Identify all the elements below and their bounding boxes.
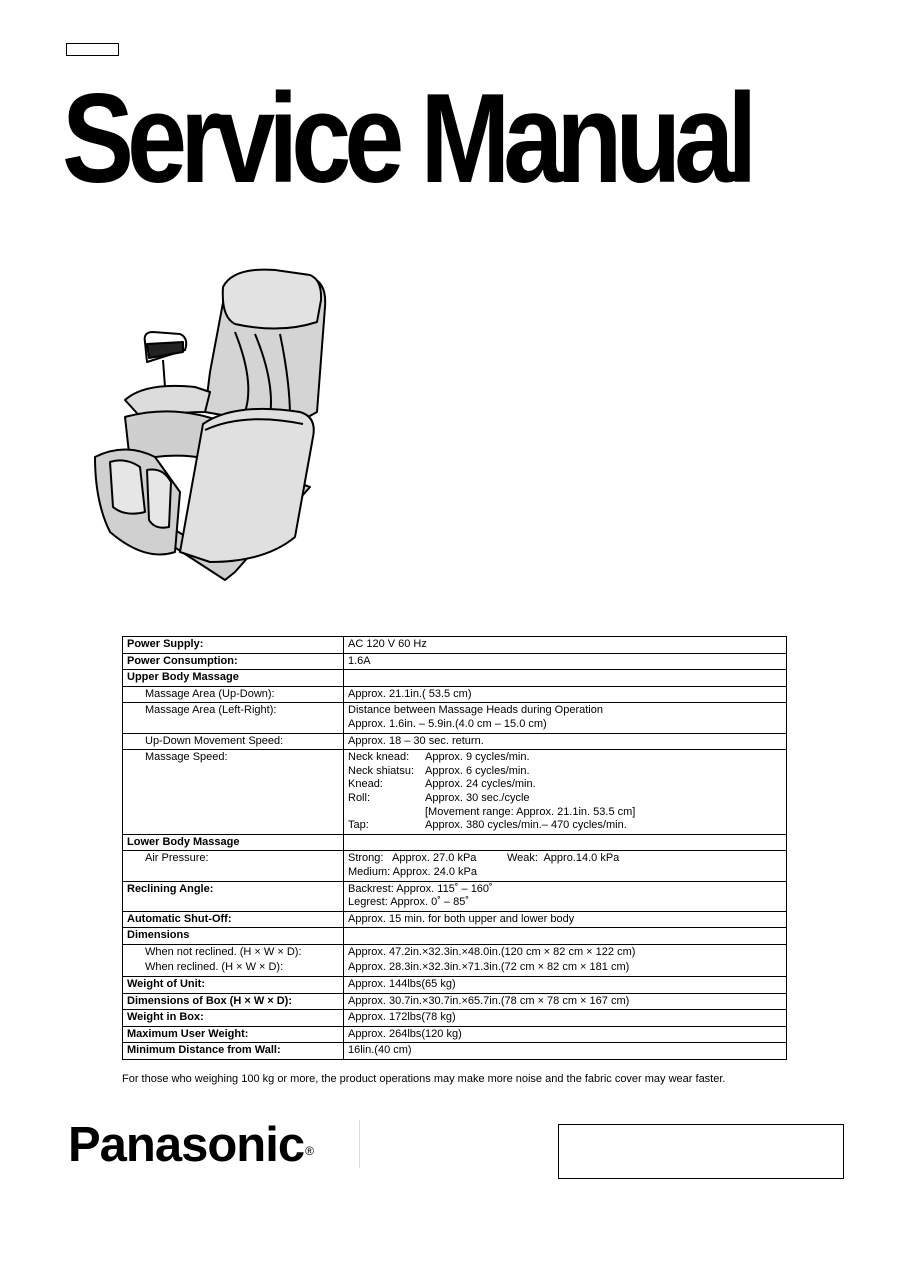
table-row (123, 851, 787, 881)
spec-value: Approx. 28.3in.×32.3in.×71.3in.(72 cm × 82 cm × 181 cm) (344, 960, 787, 976)
spec-label: Weight of Unit: (127, 978, 205, 991)
section-heading: Upper Body Massage (127, 671, 239, 684)
massage-chair-icon (85, 262, 335, 582)
table-row (123, 733, 787, 750)
spec-label: Massage Speed: (123, 750, 344, 835)
spec-value: Approx. 47.2in.×32.3in.×48.0in.(120 cm × 82 cm × 122 cm) (344, 944, 787, 960)
weight-note: For those who weighing 100 kg or more, the product operations may make more noise and the fabric cover may wear faster. (122, 1073, 726, 1085)
spec-label: Maximum User Weight: (127, 1027, 249, 1040)
page-title: Service Manual (62, 66, 751, 209)
spec-label: Massage Area (Left-Right): (123, 703, 344, 733)
spec-value: Approx. 1.6in. – 5.9in.(4.0 cm – 15.0 cm) (348, 717, 547, 730)
spec-label: Reclining Angle: (127, 882, 214, 895)
spec-label: When not reclined. (H × W × D): (123, 944, 344, 960)
spec-value: Approx. 21.1in.( 53.5 cm) (344, 686, 787, 703)
spec-value: Approx. 144lbs(65 kg) (344, 977, 787, 994)
spec-label: Automatic Shut-Off: (127, 912, 232, 925)
table-row (123, 1010, 787, 1027)
table-row (123, 928, 787, 945)
table-row (123, 911, 787, 928)
table-row (123, 653, 787, 670)
table-row (123, 993, 787, 1010)
spec-label: Power Consumption: (127, 654, 238, 667)
specifications-table (122, 636, 787, 1060)
table-row (123, 637, 787, 654)
massage-speed-row: Neck knead: Approx. 9 cycles/min. (348, 751, 530, 764)
spec-value: Legrest: Approx. 0˚ – 85˚ (348, 896, 470, 909)
spec-value: Approx. 30.7in.×30.7in.×65.7in.(78 cm × 78 cm × 167 cm) (344, 993, 787, 1010)
table-row (123, 881, 787, 911)
table-row (123, 703, 787, 733)
brand-logo (68, 1115, 313, 1175)
spec-value: AC 120 V 60 Hz (344, 637, 787, 654)
table-row (123, 686, 787, 703)
spec-label: Weight in Box: (127, 1011, 204, 1024)
brand-name: Panasonic (68, 1118, 305, 1172)
spec-value: Backrest: Approx. 115˚ – 160˚ (348, 882, 493, 895)
spec-label: Minimum Distance from Wall: (127, 1044, 281, 1057)
table-row (123, 960, 787, 976)
spec-value: 16lin.(40 cm) (344, 1043, 787, 1060)
spec-value: Approx. 18 – 30 sec. return. (344, 733, 787, 750)
massage-speed-row: Roll: Approx. 30 sec./cycle (348, 791, 530, 804)
massage-speed-row: Neck shiatsu: Approx. 6 cycles/min. (348, 764, 530, 777)
table-row (123, 1026, 787, 1043)
spec-value: 1.6A (344, 653, 787, 670)
section-heading: Dimensions (127, 929, 190, 942)
table-row (123, 1043, 787, 1060)
spec-value: Distance between Massage Heads during Operation (348, 704, 603, 717)
divider (359, 1120, 360, 1168)
spec-label: Massage Area (Up-Down): (123, 686, 344, 703)
massage-speed-row: Tap: Approx. 380 cycles/min.– 470 cycles/min. (348, 819, 627, 832)
spec-label: Up-Down Movement Speed: (123, 733, 344, 750)
table-row (123, 670, 787, 687)
order-number-box (66, 43, 119, 56)
registered-mark: ® (305, 1144, 313, 1158)
spec-label: When reclined. (H × W × D): (123, 960, 344, 976)
spec-label: Power Supply: (127, 638, 204, 650)
table-row (123, 834, 787, 851)
table-row (123, 977, 787, 994)
spec-value: Medium: Approx. 24.0 kPa (348, 865, 478, 878)
spec-label: Dimensions of Box (H × W × D): (127, 994, 293, 1007)
spec-value: Approx. 172lbs(78 kg) (344, 1010, 787, 1027)
spec-value: Approx. 264lbs(120 kg) (344, 1026, 787, 1043)
table-row (123, 750, 787, 835)
massage-speed-row: Knead: Approx. 24 cycles/min. (348, 778, 536, 791)
section-heading: Lower Body Massage (127, 835, 240, 848)
spec-value: Approx. 15 min. for both upper and lower body (344, 911, 787, 928)
spec-value: Strong: Approx. 27.0 kPa Weak: Appro.14.0 kPa (348, 852, 620, 865)
model-number-box (558, 1124, 844, 1179)
massage-speed-row: [Movement range: Approx. 21.1in. 53.5 cm] (425, 805, 636, 818)
table-row (123, 944, 787, 960)
spec-label: Air Pressure: (123, 851, 344, 881)
